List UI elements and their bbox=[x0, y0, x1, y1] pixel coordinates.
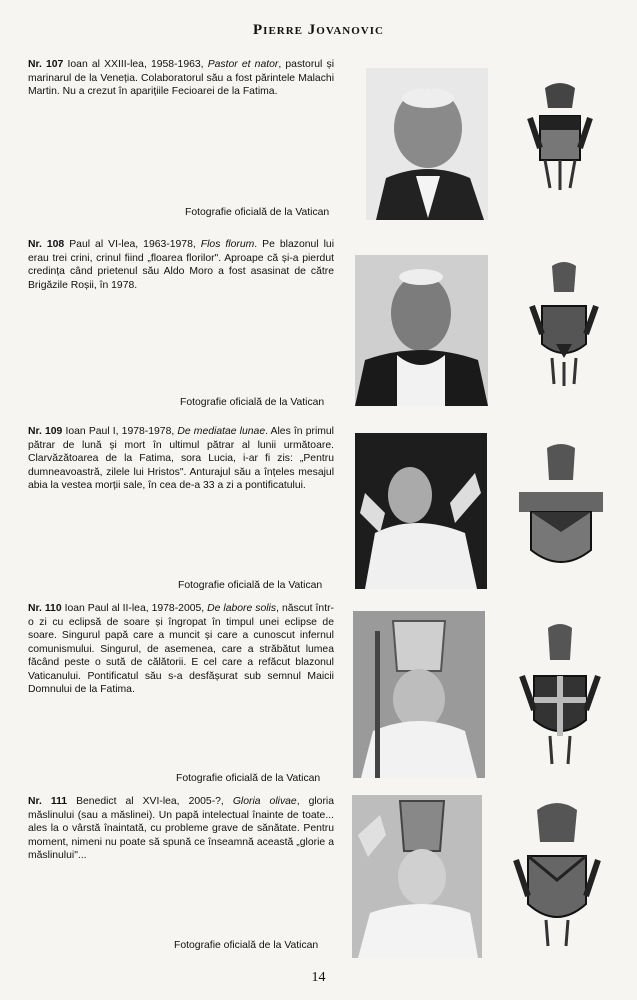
entry-108 bbox=[28, 238, 334, 292]
pope-name: Ioan Paul I, 1978-1978, bbox=[65, 426, 178, 437]
entry-text bbox=[28, 795, 334, 863]
pope-name: Ioan Paul al II-lea, 1978-2005, bbox=[64, 603, 208, 614]
entry-109 bbox=[28, 425, 334, 493]
motto: De labore solis bbox=[207, 603, 277, 614]
pope-name: Benedict al XVI-lea, 2005-?, bbox=[76, 796, 233, 807]
entry-110 bbox=[28, 602, 334, 697]
papal-coat-of-arms-icon bbox=[510, 620, 610, 770]
entry-number: Nr. 108 bbox=[28, 239, 65, 250]
page-number: 14 bbox=[311, 970, 326, 985]
papal-coat-of-arms-icon bbox=[502, 800, 612, 950]
entry-number: Nr. 111 bbox=[28, 796, 68, 807]
pope-john-xxiii-portrait-icon bbox=[366, 68, 488, 220]
pope-john-paul-i-portrait-icon bbox=[355, 433, 487, 589]
description: , gloria măslinului (sau a măslinei). Un papă intelectual înainte de toate... ales la o vârstă înaintată, cu probleme grave de sănătate. Pentru moment, nimeni nu poate să spună ce înseamnă această „glorie a măslinului"... bbox=[28, 796, 335, 861]
entry-number: Nr. 107 bbox=[28, 59, 64, 70]
entry-number: Nr. 109 bbox=[28, 426, 63, 437]
pope-paul-vi-portrait-icon bbox=[355, 255, 488, 406]
pope-name: Ioan al XXIII-lea, 1958-1963, bbox=[67, 59, 208, 70]
papal-coat-of-arms-icon bbox=[505, 440, 617, 580]
description: . Ales în primul pătrar de lună și mort în ultimul pătrar al lunii următoare. Clarvăzătoarea de la Fatima, sora Lucia, i-ar fi zis: „Pentru dumneavoastră, zilele lui Hristos". Anturajul său a înțeles mesajul abia la vestea morții sale, în cea de-a 33 a zi a pontificatului. bbox=[28, 426, 334, 491]
papal-coat-of-arms-icon bbox=[510, 78, 610, 193]
description: , născut într-o zi cu eclipsă de soare și îngropat în timpul unei eclipse de soare. Singurul papă care a muncit și care a cunoscut infernul comunismului. Singurul, de asemenea, care a străbătut lumea făcând peste o sută de călătorii. E cel care a refăcut blazonul Vaticanului. Pontificatul său s-a desfășurat sub semnul Maicii Domnului de la Fatima. bbox=[28, 603, 335, 695]
motto: Flos florum bbox=[200, 239, 255, 250]
photo-caption: Fotografie oficială de la Vatican bbox=[178, 580, 323, 591]
entry-text bbox=[28, 425, 334, 493]
motto: Pastor et nator bbox=[207, 59, 279, 70]
entry-text bbox=[28, 238, 334, 292]
papal-coat-of-arms-icon bbox=[514, 258, 614, 388]
pope-name: Paul al VI-lea, 1963-1978, bbox=[69, 239, 201, 250]
entry-111 bbox=[28, 795, 334, 863]
description: , pastorul și marinarul de la Veneția. Colaboratorul său a fost părintele Malachi Martin. Nu a crezut în aparițiile Fecioarei de la Fatima. bbox=[28, 59, 335, 97]
pope-benedict-xvi-portrait-icon bbox=[352, 795, 482, 958]
pope-john-paul-ii-portrait-icon bbox=[353, 611, 485, 778]
description: . Pe blazonul lui erau trei crini, crinul fiind „floarea florilor". Aproape că și-a pierdut credința când prietenul său Aldo Moro a fost asasinat de către Brigăzile Roșii, în 1978. bbox=[28, 239, 335, 291]
entry-107 bbox=[28, 58, 334, 99]
photo-caption: Fotografie oficială de la Vatican bbox=[185, 207, 330, 218]
entry-text bbox=[28, 58, 334, 99]
running-header: Pierre Jovanovic bbox=[253, 22, 384, 38]
photo-caption: Fotografie oficială de la Vatican bbox=[180, 397, 325, 408]
entry-text bbox=[28, 602, 334, 697]
motto: Gloria olivae bbox=[232, 796, 297, 807]
photo-caption: Fotografie oficială de la Vatican bbox=[176, 773, 321, 784]
photo-caption: Fotografie oficială de la Vatican bbox=[174, 940, 319, 951]
entry-number: Nr. 110 bbox=[28, 603, 62, 614]
motto: De mediatae lunae bbox=[177, 426, 266, 437]
